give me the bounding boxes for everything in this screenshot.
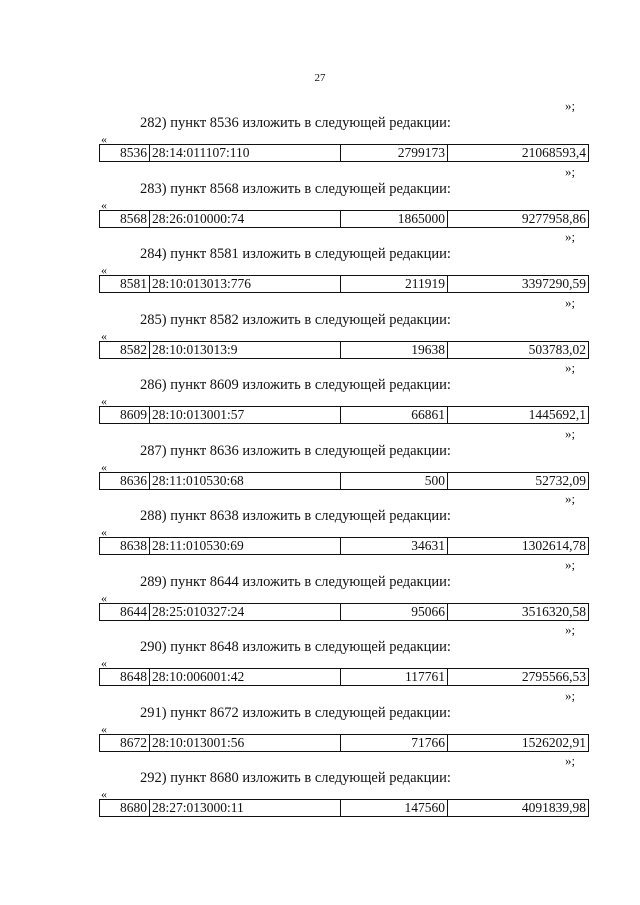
item-number-cell: 8582 <box>100 342 150 359</box>
cadastral-number-cell: 28:10:013001:56 <box>150 735 341 752</box>
amendment-instruction: 282) пункт 8536 изложить в следующей редакции: <box>140 115 451 131</box>
opening-quote-mark: « <box>101 460 107 474</box>
value-cell: 4091839,98 <box>448 800 589 817</box>
item-number-cell: 8680 <box>100 800 150 817</box>
area-cell: 147560 <box>341 800 448 817</box>
item-number-cell: 8672 <box>100 735 150 752</box>
amendment-block <box>0 558 640 618</box>
table-row <box>100 604 589 621</box>
entry-table <box>99 472 589 490</box>
closing-quote-mark: »; <box>565 622 576 637</box>
area-cell: 1865000 <box>341 211 448 228</box>
closing-quote-mark: »; <box>565 688 576 703</box>
item-number-cell: 8648 <box>100 669 150 686</box>
amendment-block <box>0 296 640 356</box>
value-cell: 2795566,53 <box>448 669 589 686</box>
cadastral-number-cell: 28:27:013000:11 <box>150 800 341 817</box>
table-row <box>100 735 589 752</box>
item-number-cell: 8644 <box>100 604 150 621</box>
opening-quote-mark: « <box>101 394 107 408</box>
amendment-block <box>0 165 640 225</box>
amendment-block <box>0 230 640 290</box>
amendment-instruction: 287) пункт 8636 изложить в следующей редакции: <box>140 443 451 459</box>
closing-quote-mark: »; <box>565 98 576 113</box>
opening-quote-mark: « <box>101 329 107 343</box>
entry-table <box>99 341 589 359</box>
cadastral-number-cell: 28:10:006001:42 <box>150 669 341 686</box>
amendment-instruction: 288) пункт 8638 изложить в следующей редакции: <box>140 508 451 524</box>
value-cell: 3397290,59 <box>448 276 589 293</box>
closing-quote-mark: »; <box>565 295 576 310</box>
value-cell: 21068593,4 <box>448 145 589 162</box>
value-cell: 503783,02 <box>448 342 589 359</box>
table-row <box>100 473 589 490</box>
area-cell: 34631 <box>341 538 448 555</box>
area-cell: 211919 <box>341 276 448 293</box>
amendment-instruction: 289) пункт 8644 изложить в следующей редакции: <box>140 574 451 590</box>
entry-table <box>99 210 589 228</box>
value-cell: 9277958,86 <box>448 211 589 228</box>
cadastral-number-cell: 28:11:010530:69 <box>150 538 341 555</box>
cadastral-number-cell: 28:10:013001:57 <box>150 407 341 424</box>
area-cell: 117761 <box>341 669 448 686</box>
opening-quote-mark: « <box>101 198 107 212</box>
value-cell: 1526202,91 <box>448 735 589 752</box>
amendment-block <box>0 754 640 814</box>
table-row <box>100 669 589 686</box>
closing-quote-mark: »; <box>565 229 576 244</box>
value-cell: 1445692,1 <box>448 407 589 424</box>
opening-quote-mark: « <box>101 656 107 670</box>
opening-quote-mark: « <box>101 591 107 605</box>
area-cell: 500 <box>341 473 448 490</box>
amendment-block <box>0 492 640 552</box>
amendment-instruction: 286) пункт 8609 изложить в следующей редакции: <box>140 377 451 393</box>
item-number-cell: 8636 <box>100 473 150 490</box>
table-row <box>100 342 589 359</box>
table-row <box>100 211 589 228</box>
opening-quote-mark: « <box>101 722 107 736</box>
entry-table <box>99 668 589 686</box>
item-number-cell: 8536 <box>100 145 150 162</box>
amendment-instruction: 283) пункт 8568 изложить в следующей редакции: <box>140 181 451 197</box>
area-cell: 71766 <box>341 735 448 752</box>
table-row <box>100 407 589 424</box>
cadastral-number-cell: 28:10:013013:9 <box>150 342 341 359</box>
area-cell: 95066 <box>341 604 448 621</box>
amendment-block <box>0 427 640 487</box>
entry-table <box>99 275 589 293</box>
entry-table <box>99 537 589 555</box>
cadastral-number-cell: 28:14:011107:110 <box>150 145 341 162</box>
entry-table <box>99 799 589 817</box>
amendment-block <box>0 623 640 683</box>
closing-quote-mark: »; <box>565 491 576 506</box>
opening-quote-mark: « <box>101 787 107 801</box>
value-cell: 52732,09 <box>448 473 589 490</box>
amendment-instruction: 291) пункт 8672 изложить в следующей редакции: <box>140 705 451 721</box>
closing-quote-mark: »; <box>565 360 576 375</box>
item-number-cell: 8581 <box>100 276 150 293</box>
opening-quote-mark: « <box>101 525 107 539</box>
table-row <box>100 276 589 293</box>
entry-table <box>99 406 589 424</box>
entry-table <box>99 603 589 621</box>
opening-quote-mark: « <box>101 263 107 277</box>
cadastral-number-cell: 28:10:013013:776 <box>150 276 341 293</box>
cadastral-number-cell: 28:26:010000:74 <box>150 211 341 228</box>
table-row <box>100 538 589 555</box>
page-number: 27 <box>314 72 326 84</box>
area-cell: 19638 <box>341 342 448 359</box>
area-cell: 66861 <box>341 407 448 424</box>
closing-quote-mark: »; <box>565 753 576 768</box>
item-number-cell: 8609 <box>100 407 150 424</box>
amendment-instruction: 284) пункт 8581 изложить в следующей редакции: <box>140 246 451 262</box>
closing-quote-mark: »; <box>565 426 576 441</box>
closing-quote-mark: »; <box>565 164 576 179</box>
opening-quote-mark: « <box>101 132 107 146</box>
value-cell: 1302614,78 <box>448 538 589 555</box>
entry-table <box>99 144 589 162</box>
area-cell: 2799173 <box>341 145 448 162</box>
value-cell: 3516320,58 <box>448 604 589 621</box>
amendment-instruction: 285) пункт 8582 изложить в следующей редакции: <box>140 312 451 328</box>
table-row <box>100 800 589 817</box>
amendment-block <box>0 689 640 749</box>
amendment-instruction: 290) пункт 8648 изложить в следующей редакции: <box>140 639 451 655</box>
item-number-cell: 8568 <box>100 211 150 228</box>
cadastral-number-cell: 28:11:010530:68 <box>150 473 341 490</box>
amendment-block <box>0 361 640 421</box>
table-row <box>100 145 589 162</box>
amendment-instruction: 292) пункт 8680 изложить в следующей редакции: <box>140 770 451 786</box>
closing-quote-mark: »; <box>565 557 576 572</box>
entry-table <box>99 734 589 752</box>
amendment-block <box>0 99 640 159</box>
item-number-cell: 8638 <box>100 538 150 555</box>
cadastral-number-cell: 28:25:010327:24 <box>150 604 341 621</box>
